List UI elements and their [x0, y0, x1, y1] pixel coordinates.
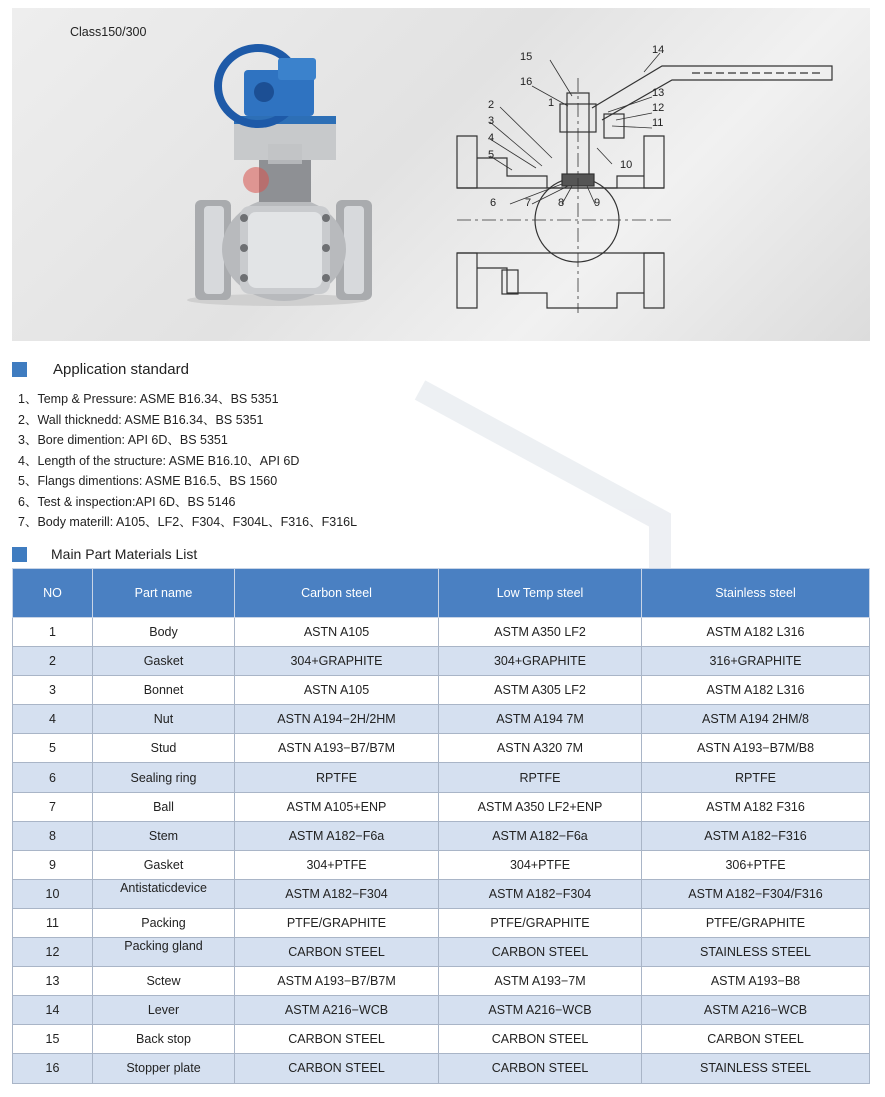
- standard-item: 3、Bore dimention: API 6D、BS 5351: [18, 433, 228, 447]
- cell-carbon-steel: 304+GRAPHITE: [235, 647, 439, 676]
- cell-no: 10: [13, 879, 93, 908]
- cell-low-temp-steel: CARBON STEEL: [439, 1025, 642, 1054]
- cell-no: 8: [13, 821, 93, 850]
- cross-section-drawing: [457, 53, 832, 313]
- standard-item: 5、Flangs dimentions: ASME B16.5、BS 1560: [18, 474, 278, 488]
- materials-list-header: [12, 546, 197, 562]
- column-header-part-name: Part name: [93, 569, 235, 618]
- cell-low-temp-steel: ASTM A305 LF2: [439, 676, 642, 705]
- cell-part-name: Nut: [93, 705, 235, 734]
- callout-5: 5: [488, 149, 495, 161]
- cell-stainless-steel: ASTM A182 L316: [642, 676, 870, 705]
- cell-part-name: Body: [93, 618, 235, 647]
- cell-part-name: Gasket: [93, 850, 235, 879]
- cell-stainless-steel: ASTM A216−WCB: [642, 996, 870, 1025]
- callout-6: 6: [490, 197, 497, 209]
- cell-carbon-steel: ASTN A105: [235, 618, 439, 647]
- cell-part-name: Lever: [93, 996, 235, 1025]
- part-name-text: Packing gland: [124, 939, 203, 954]
- cell-stainless-steel: ASTM A182 F316: [642, 792, 870, 821]
- cell-stainless-steel: PTFE/GRAPHITE: [642, 908, 870, 937]
- callout-10: 10: [620, 159, 633, 171]
- callout-7: 7: [525, 197, 532, 209]
- cell-part-name: Packing: [93, 908, 235, 937]
- cell-low-temp-steel: ASTM A193−7M: [439, 967, 642, 996]
- materials-list-title: Main Part Materials List: [51, 546, 198, 562]
- callout-1: 1: [548, 97, 555, 109]
- callout-14: 14: [652, 44, 665, 56]
- cell-carbon-steel: CARBON STEEL: [235, 938, 439, 967]
- cell-no: 7: [13, 792, 93, 821]
- cell-part-name: Gasket: [93, 647, 235, 676]
- cell-carbon-steel: PTFE/GRAPHITE: [235, 908, 439, 937]
- table-row: [13, 763, 870, 792]
- cell-carbon-steel: RPTFE: [235, 763, 439, 792]
- cell-carbon-steel: CARBON STEEL: [235, 1025, 439, 1054]
- cell-part-name: Stem: [93, 821, 235, 850]
- table-row: [13, 676, 870, 705]
- table-row: [13, 996, 870, 1025]
- table-row: [13, 879, 870, 908]
- cell-no: 9: [13, 850, 93, 879]
- callout-3: 3: [488, 115, 495, 127]
- cell-stainless-steel: ASTM A193−B8: [642, 967, 870, 996]
- cell-low-temp-steel: ASTM A194 7M: [439, 705, 642, 734]
- table-row: [13, 967, 870, 996]
- cell-stainless-steel: ASTM A194 2HM/8: [642, 705, 870, 734]
- table-row: [13, 821, 870, 850]
- table-row: [13, 938, 870, 967]
- cell-stainless-steel: STAINLESS STEEL: [642, 1054, 870, 1083]
- callout-13: 13: [652, 87, 665, 99]
- cell-low-temp-steel: ASTM A216−WCB: [439, 996, 642, 1025]
- cell-low-temp-steel: ASTM A350 LF2: [439, 618, 642, 647]
- application-standard-title: Application standard: [53, 361, 189, 378]
- cell-part-name: Stud: [93, 734, 235, 763]
- callout-11: 11: [652, 117, 664, 129]
- callout-2: 2: [488, 99, 495, 111]
- application-standard-header: [12, 361, 189, 378]
- cell-no: 13: [13, 967, 93, 996]
- cell-stainless-steel: ASTM A182−F316: [642, 821, 870, 850]
- table-row: [13, 1025, 870, 1054]
- cell-low-temp-steel: CARBON STEEL: [439, 938, 642, 967]
- cell-part-name: Back stop: [93, 1025, 235, 1054]
- column-header-no: NO: [13, 569, 93, 618]
- cell-part-name: [93, 938, 235, 967]
- product-hero: [12, 8, 870, 341]
- standard-item: 2、Wall thicknedd: ASME B16.34、BS 5351: [18, 412, 264, 427]
- cell-part-name: Bonnet: [93, 676, 235, 705]
- cell-low-temp-steel: ASTM A182−F6a: [439, 821, 642, 850]
- cell-no: 14: [13, 996, 93, 1025]
- valve-photo: [187, 48, 372, 306]
- cell-carbon-steel: ASTN A105: [235, 676, 439, 705]
- cell-low-temp-steel: 304+PTFE: [439, 850, 642, 879]
- cell-low-temp-steel: ASTN A320 7M: [439, 734, 642, 763]
- class-label: Class150/300: [70, 25, 147, 39]
- cell-part-name: Sctew: [93, 967, 235, 996]
- standard-item: 4、Length of the structure: ASME B16.10、API 6D: [18, 453, 300, 468]
- cell-no: 16: [13, 1054, 93, 1083]
- section-marker-icon: [12, 547, 27, 562]
- cell-carbon-steel: ASTM A182−F6a: [235, 821, 439, 850]
- cell-low-temp-steel: ASTM A350 LF2+ENP: [439, 792, 642, 821]
- materials-table: [12, 568, 870, 1084]
- cell-carbon-steel: CARBON STEEL: [235, 1054, 439, 1083]
- callout-8: 8: [558, 197, 565, 209]
- table-row: [13, 618, 870, 647]
- cell-no: 4: [13, 705, 93, 734]
- cell-carbon-steel: ASTM A216−WCB: [235, 996, 439, 1025]
- column-header-stainless-steel: Stainless steel: [642, 569, 870, 618]
- cell-low-temp-steel: RPTFE: [439, 763, 642, 792]
- table-row: [13, 850, 870, 879]
- table-row: [13, 705, 870, 734]
- cell-carbon-steel: 304+PTFE: [235, 850, 439, 879]
- cell-no: 15: [13, 1025, 93, 1054]
- standard-item: 7、Body materill: A105、LF2、F304、F304L、F316、F316L: [18, 515, 358, 529]
- cell-no: 5: [13, 734, 93, 763]
- cell-part-name: Sealing ring: [93, 763, 235, 792]
- cell-stainless-steel: 316+GRAPHITE: [642, 647, 870, 676]
- application-standard-list: [18, 389, 357, 533]
- column-header-low-temp-steel: Low Temp steel: [439, 569, 642, 618]
- cell-stainless-steel: RPTFE: [642, 763, 870, 792]
- cell-no: 2: [13, 647, 93, 676]
- table-row: [13, 908, 870, 937]
- cell-stainless-steel: ASTM A182−F304/F316: [642, 879, 870, 908]
- callout-9: 9: [594, 197, 601, 209]
- section-marker-icon: [12, 362, 27, 377]
- cell-no: 12: [13, 938, 93, 967]
- table-row: [13, 734, 870, 763]
- part-name-text: Antistaticdevice: [120, 880, 207, 895]
- cell-stainless-steel: ASTM A182 L316: [642, 618, 870, 647]
- cell-part-name: [93, 879, 235, 908]
- cell-carbon-steel: ASTM A182−F304: [235, 879, 439, 908]
- cell-carbon-steel: ASTM A105+ENP: [235, 792, 439, 821]
- column-header-carbon-steel: Carbon steel: [235, 569, 439, 618]
- cell-low-temp-steel: PTFE/GRAPHITE: [439, 908, 642, 937]
- cell-stainless-steel: ASTN A193−B7M/B8: [642, 734, 870, 763]
- cell-low-temp-steel: ASTM A182−F304: [439, 879, 642, 908]
- standard-item: 6、Test & inspection:API 6D、BS 5146: [18, 494, 236, 509]
- table-header-row: [13, 569, 870, 618]
- cell-carbon-steel: ASTM A193−B7/B7M: [235, 967, 439, 996]
- callout-16: 16: [520, 76, 533, 88]
- standard-item: 1、Temp & Pressure: ASME B16.34、BS 5351: [18, 392, 279, 406]
- cell-stainless-steel: STAINLESS STEEL: [642, 938, 870, 967]
- cell-part-name: Ball: [93, 792, 235, 821]
- cell-carbon-steel: ASTN A194−2H/2HM: [235, 705, 439, 734]
- cell-no: 6: [13, 763, 93, 792]
- cell-no: 11: [13, 908, 93, 937]
- cell-stainless-steel: CARBON STEEL: [642, 1025, 870, 1054]
- cell-carbon-steel: ASTN A193−B7/B7M: [235, 734, 439, 763]
- hero-artwork: [12, 8, 870, 341]
- table-row: [13, 792, 870, 821]
- cell-part-name: Stopper plate: [93, 1054, 235, 1083]
- cell-stainless-steel: 306+PTFE: [642, 850, 870, 879]
- table-row: [13, 647, 870, 676]
- cell-low-temp-steel: 304+GRAPHITE: [439, 647, 642, 676]
- cell-no: 3: [13, 676, 93, 705]
- callout-4: 4: [488, 132, 495, 144]
- callout-12: 12: [652, 102, 665, 114]
- cell-low-temp-steel: CARBON STEEL: [439, 1054, 642, 1083]
- callout-15: 15: [520, 51, 533, 63]
- table-row: [13, 1054, 870, 1083]
- cell-no: 1: [13, 618, 93, 647]
